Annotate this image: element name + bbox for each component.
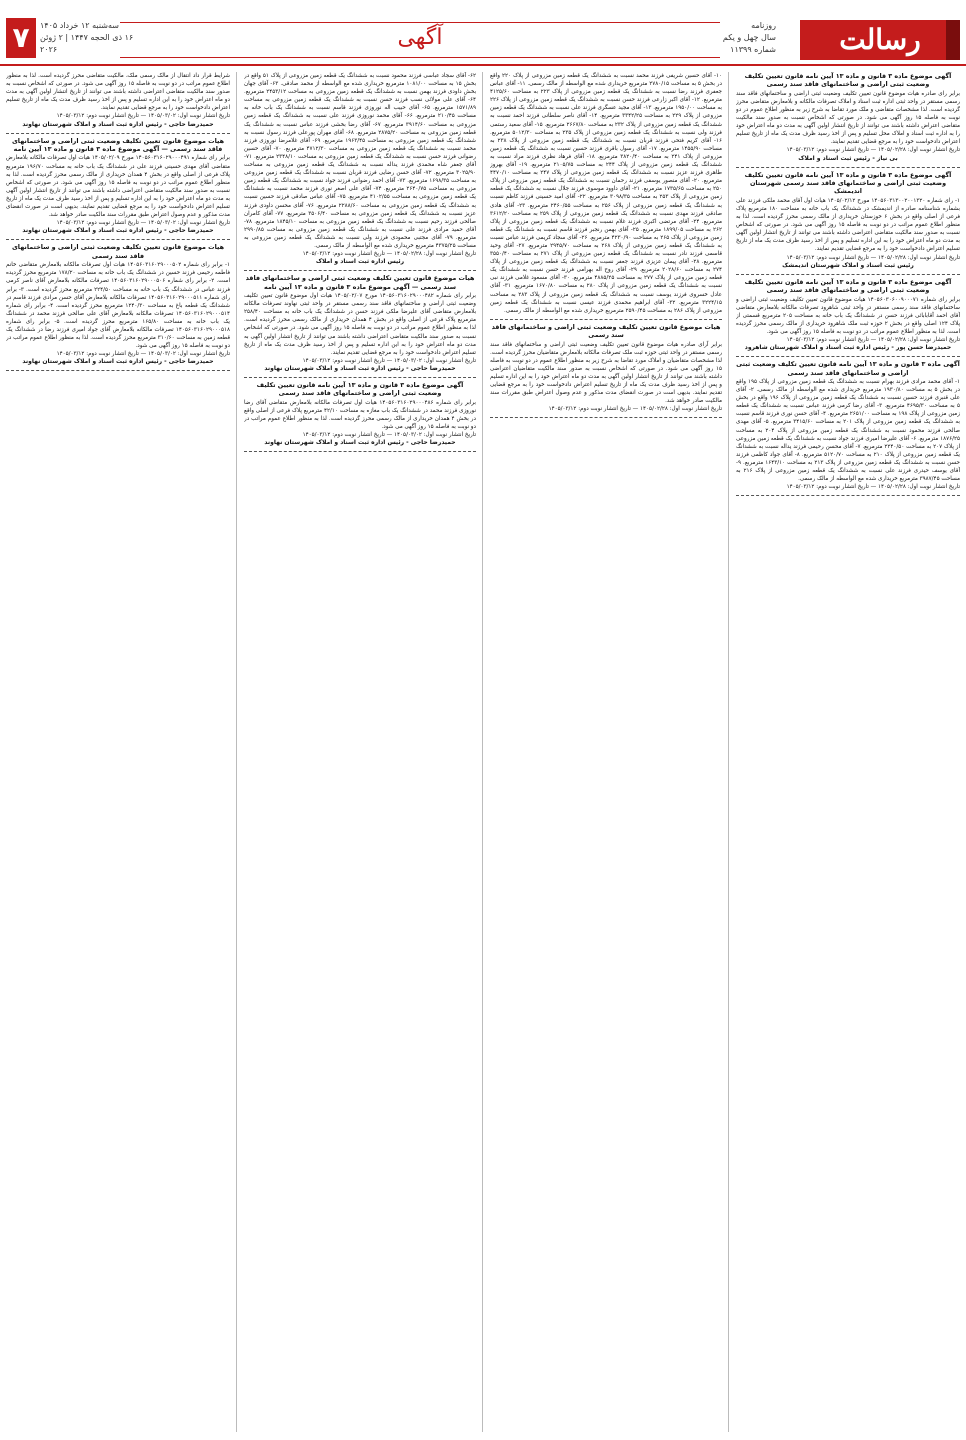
column-divider: [236, 72, 237, 1432]
date-line: سه‌شنبه ۱۲ خرداد ۱۴۰۵: [40, 21, 119, 30]
notice-separator: [736, 356, 960, 357]
notice-separator: [736, 495, 960, 496]
notice-separator: [736, 274, 960, 275]
notice-title: هیات موضوع قانون تعیین تکلیف وضعیت ثبتی اراضی و ساختمانهای فاقد سند رسمی — آگهی موضوع ماده ۳ قانون و ماده ۱۳ آیین نامه: [245, 274, 475, 291]
notice-date: تاریخ انتشار نوبت اول: ۱۴۰۵/۰۲/۲۸ — تاریخ انتشار نوبت دوم: ۱۴۰۵/۰۳/۱۲: [786, 337, 960, 343]
notice-separator: [6, 370, 230, 371]
issue-meta: [716, 20, 776, 56]
masthead-logo: رسالت: [800, 20, 960, 60]
page-number: ۷: [6, 18, 36, 58]
notice-body: برابر رای شماره ۱۴۰۵۶۰۳۱۶۰۲۹۰۰۰۴۸۶ هیات اول تصرفات مالکانه بلامعارض متقاضی آقای رضا نوروزی فرزند محمد در ششدانگ یک باب مغازه به مساحت ۴۲/۱۰ مترمربع پلاک فرعی از اصلی واقع در بخش ۴ همدان خریداری از مالک رسمی محرز گردیده است. لذا به منظور اطلاع عموم مراتب در دو نوبت به فاصله ۱۵ روز آگهی می شود.: [244, 399, 476, 431]
notice-signature: حمیدرضا حاجی - رئیس اداره ثبت اسناد و املاک شهرستان نهاوند: [22, 227, 214, 235]
notice-signature: حمیدرضا حاجی - رئیس اداره ثبت اسناد و املاک شهرستان نهاوند: [22, 120, 214, 128]
notice-signature: رئیس ثبت اسناد و املاک شهرستان اندیمشک: [782, 261, 914, 269]
notice-signature: بی نیاز - رئیس ثبت اسناد و املاک: [798, 154, 898, 162]
notice-title: هیات موضوع قانون تعیین تکلیف وضعیت ثبتی اراضی و ساختمانهای فاقد سند رسمی — آگهی موضوع ماده ۳ قانون و ماده ۱۳ آیین نامه: [11, 136, 225, 154]
notice-separator: [490, 417, 722, 418]
legal-notice: [736, 360, 960, 491]
notice-date: تاریخ انتشار نوبت اول: ۱۴۰۵/۰۳/۰۲ — تاریخ انتشار نوبت دوم: ۱۴۰۵/۰۳/۱۲: [56, 220, 230, 227]
notice-title: هیات موضوع قانون تعیین تکلیف وضعیت ثبتی اراضی و ساختمانهای فاقد سند رسمی: [491, 322, 721, 340]
notice-separator: [244, 377, 476, 378]
notice-title: آگهی موضوع ماده ۳ قانون و ماده ۱۳ آیین نامه قانون تعیین تکلیف وضعیت ثبتی اراضی و ساختمانهای فاقد سند رسمی: [256, 381, 464, 398]
notice-date: تاریخ انتشار نوبت اول: ۱۴۰۵/۰۳/۰۲ — تاریخ انتشار نوبت دوم: ۱۴۰۵/۰۳/۱۲: [302, 357, 476, 364]
notice-body: برابر رای شماره ۱۴۰۵۶۰۳۱۶۰۲۹۰۰۰۴۸۲ مورخ ۱۴۰۵/۰۲/۰۷ هیات اول موضوع قانون تعیین تکلیف وضعیت ثبتی اراضی و ساختمانهای فاقد سند رسمی مستقر در واحد ثبتی نهاوند تصرفات مالکانه بلامعارض متقاضی آقای علیرضا ملکی فرزند حسن در ششدانگ یک باب خانه به مساحت ۲۵۸/۴۰ مترمربع پلاک فرعی از اصلی واقع در بخش ۴ همدان خریداری از مالک رسمی محرز گردیده است. لذا به منظور اطلاع عموم مراتب در دو نوبت به فاصله ۱۵ روز آگهی می شود. در صورتی که اشخاص نسبت به صدور سند مالکیت متقاضی اعتراضی داشته باشند می توانند از تاریخ انتشار اولین آگهی به مدت دو ماه اعتراض خود را به این اداره تسلیم و پس از اخذ رسید ظرف مدت یک ماه از تاریخ تسلیم اعتراض دادخواست خود را به مرجع قضایی تقدیم نمایند.: [244, 293, 476, 356]
notice-signature: حمیدرضا حاجی - رئیس اداره ثبت اسناد و املاک شهرستان نهاوند: [264, 364, 456, 372]
legal-notice: [490, 323, 722, 414]
notice-separator: [6, 239, 230, 240]
notice-separator: [6, 133, 230, 134]
notice-body: برابر آرای صادره هیات موضوع قانون تعیین تکلیف وضعیت ثبتی اراضی و ساختمانهای فاقد سند رسمی مستقر در واحد ثبتی حوزه ثبت ملک تصرفات مالکانه بلامعارض متقاضیان محرز گردیده است. لذا مشخصات متقاضیان و املاک مورد تقاضا به شرح زیر به منظور اطلاع عموم در دو نوبت به فاصله ۱۵ روز آگهی می شود. در صورتی که اشخاص نسبت به صدور سند مالکیت متقاضیان اعتراضی داشته باشند می توانند از تاریخ انتشار اولین آگهی به مدت دو ماه اعتراض خود را به این اداره تسلیم و پس از اخذ رسید ظرف مدت یک ماه از تاریخ تسلیم اعتراض دادخواست خود را به مرجع قضایی تقدیم نمایند. بدیهی است در صورت انقضای مدت مذکور و عدم وصول اعتراض طبق مقررات سند مالکیت صادر خواهد شد.: [490, 341, 722, 405]
notice-date: تاریخ انتشار نوبت اول: ۱۴۰۵/۰۳/۰۲ — تاریخ انتشار نوبت دوم: ۱۴۰۵/۰۳/۱۲: [302, 432, 476, 439]
notice-signature: حمیدرضا حاجی - رئیس اداره ثبت اسناد و املاک شهرستان نهاوند: [264, 439, 456, 447]
notice-date: تاریخ انتشار نوبت اول: ۱۴۰۵/۰۲/۲۸ — تاریخ انتشار نوبت دوم: ۱۴۰۵/۰۳/۱۲: [786, 254, 960, 261]
notice-date: تاریخ انتشار نوبت اول: ۱۴۰۵/۰۲/۲۸ — تاریخ انتشار نوبت دوم: ۱۴۰۵/۰۳/۱۲: [302, 251, 476, 258]
notice-body: ۱- برابر رای شماره ۱۴۰۵۶۰۳۱۶۰۲۹۰۰۰۵۰۲ هیات اول تصرفات مالکانه بلامعارض متقاضی خانم فاطمه رحیمی فرزند حسین در ششدانگ یک باب خانه به مساحت ۱۷۸/۲۰ مترمربع محرز گردیده است. ۲- برابر رای شماره ۱۴۰۵۶۰۳۱۶۰۲۹۰۰۰۵۰۶ تصرفات مالکانه بلامعارض آقای ناصر کرمی فرزند عباس در ششدانگ یک باب خانه به مساحت ۲۲۴/۵۰ مترمربع محرز گردیده است. ۳- برابر رای شماره ۱۴۰۵۶۰۳۱۶۰۲۹۰۰۰۵۱۱ تصرفات مالکانه بلامعارض آقای حسن مرادی فرزند قاسم در ششدانگ یک قطعه باغ به مساحت ۱۲۴۰/۳۰ مترمربع محرز گردیده است. ۴- برابر رای شماره ۱۴۰۵۶۰۳۱۶۰۲۹۰۰۰۵۱۴ تصرفات مالکانه بلامعارض آقای علی صالحی فرزند محمد در ششدانگ یک باب خانه به مساحت ۱۶۵/۸۰ مترمربع محرز گردیده است. ۵- برابر رای شماره ۱۴۰۵۶۰۳۱۶۰۲۹۰۰۰۵۱۸ تصرفات مالکانه بلامعارض آقای جواد امیری فرزند رضا در ششدانگ یک قطعه زمین به مساحت ۳۱۰/۶۰ مترمربع محرز گردیده است. لذا به منظور اطلاع عموم مراتب در دو نوبت به فاصله ۱۵ روز آگهی می شود.: [6, 262, 230, 350]
issue-line: سال چهل و یکم: [722, 33, 776, 42]
notice-title: آگهی موضوع ماده ۳ قانون و ماده ۱۳ آیین نامه قانون تعیین تکلیف وضعیت ثبتی اراضی و ساختمانهای فاقد سند رسمی: [744, 277, 952, 295]
notice-separator: [736, 167, 960, 168]
masthead: [780, 20, 960, 60]
date-block: [40, 20, 140, 56]
notice-date: تاریخ انتشار نوبت اول: ۱۴۰۵/۰۳/۰۲ — تاریخ انتشار نوبت دوم: ۱۴۰۵/۰۳/۱۲: [56, 113, 230, 120]
column-divider: [728, 72, 729, 1432]
notice-body: شرایط قرار داد انتقال از مالک رسمی ملک، مالکیت متقاضی محرز گردیده است. لذا به منظور اطلاع عموم مراتب در دو نوبت به فاصله ۱۵ روز آگهی می شود. در صورتی که اشخاص نسبت به صدور سند مالکیت متقاضی اعتراضی داشته باشند می توانند از تاریخ انتشار اولین آگهی به مدت دو ماه اعتراض خود را به این اداره تسلیم و پس از اخذ رسید ظرف مدت یک ماه از تاریخ تسلیم اعتراض دادخواست خود را به مرجع قضایی تقدیم نمایند.: [6, 73, 230, 112]
legal-notice: [736, 72, 960, 163]
date-line: ۱۶ ذی الحجه ۱۴۴۷ | ۲ ژوئن ۲۰۲۶: [40, 33, 134, 54]
legal-notice: [6, 243, 230, 366]
column-4: [6, 72, 230, 1432]
notice-body: ۱۰- آقای حسین شریفی فرزند محمد نسبت به ششدانگ یک قطعه زمین مزروعی از پلاک ۲۲۰ واقع در بخش ۵ به مساحت ۲۷۸۰/۱۵ مترمربع خریداری شده مع الواسطه از مالک رسمی. ۱۱- آقای عباس جعفری فرزند رضا نسبت به ششدانگ یک قطعه زمین مزروعی از پلاک ۲۲۳ به مساحت ۴۱۲۵/۶۰ مترمربع. ۱۲- آقای اکبر زارعی فرزند حسن نسبت به ششدانگ یک قطعه زمین مزروعی از پلاک ۲۲۶ به مساحت ۱۹۵۰/۰۰ مترمربع. ۱۳- آقای مجید عسگری فرزند علی نسبت به ششدانگ یک قطعه زمین مزروعی از پلاک ۲۲۹ به مساحت ۳۳۴۲/۲۵ مترمربع. ۱۴- آقای ناصر سلطانی فرزند احمد نسبت به ششدانگ یک قطعه زمین مزروعی از پلاک ۲۳۲ به مساحت ۲۶۶۷/۸۰ مترمربع. ۱۵- آقای سعید رستمی فرزند ولی نسبت به ششدانگ یک قطعه زمین مزروعی از پلاک ۲۳۵ به مساحت ۵۰۱۲/۳۰ مترمربع. ۱۶- آقای کریم فتحی فرزند قربان نسبت به ششدانگ یک قطعه زمین مزروعی از پلاک ۲۳۸ به مساحت ۱۴۵۵/۹۰ مترمربع. ۱۷- آقای رسول باقری فرزند حسین نسبت به ششدانگ یک قطعه زمین مزروعی از پلاک ۲۴۱ به مساحت ۳۸۲۰/۴۰ مترمربع. ۱۸- آقای فرهاد نظری فرزند مراد نسبت به ششدانگ یک قطعه زمین مزروعی از پلاک ۲۴۴ به مساحت ۲۱۰۵/۷۵ مترمربع. ۱۹- آقای بهروز طاهری فرزند عزیز نسبت به ششدانگ یک قطعه زمین مزروعی از پلاک ۲۴۷ به مساحت ۴۴۷۰/۱۰ مترمربع. ۲۰- آقای منصور یوسفی فرزند رحمان نسبت به ششدانگ یک قطعه زمین مزروعی از پلاک ۲۵۰ به مساحت ۱۷۳۵/۶۵ مترمربع. ۲۱- آقای داوود موسوی فرزند جلال نسبت به ششدانگ یک قطعه زمین مزروعی از پلاک ۲۵۳ به مساحت ۳۰۹۸/۳۵ مترمربع. ۲۲- آقای امید حسینی فرزند کاظم نسبت به ششدانگ یک قطعه زمین مزروعی از پلاک ۲۵۶ به مساحت ۲۴۶۰/۵۵ مترمربع. ۲۳- آقای هادی صادقی فرزند مهدی نسبت به ششدانگ یک قطعه زمین مزروعی از پلاک ۲۵۹ به مساحت ۳۶۱۲/۲۰ مترمربع. ۲۴- آقای مرتضی اکبری فرزند غلام نسبت به ششدانگ یک قطعه زمین مزروعی از پلاک ۲۶۲ به مساحت ۱۸۹۹/۰۵ مترمربع. ۲۵- آقای بهمن رنجبر فرزند قاسم نسبت به ششدانگ یک قطعه زمین مزروعی از پلاک ۲۶۵ به مساحت ۴۲۳۰/۹۰ مترمربع. ۲۶- آقای سجاد کریمی فرزند عباس نسبت به ششدانگ یک قطعه زمین مزروعی از پلاک ۲۶۸ به مساحت ۲۹۴۵/۷۰ مترمربع. ۲۷- آقای وحید قاسمی فرزند نادر نسبت به ششدانگ یک قطعه زمین مزروعی از پلاک ۲۷۱ به مساحت ۳۵۵۰/۴۰ مترمربع. ۲۸- آقای پیمان عزیزی فرزند جعفر نسبت به ششدانگ یک قطعه زمین مزروعی از پلاک ۲۷۴ به مساحت ۲۰۲۸/۶۰ مترمربع. ۲۹- آقای روح اله بهرامی فرزند حسن نسبت به ششدانگ یک قطعه زمین مزروعی از پلاک ۲۷۷ به مساحت ۴۸۸۵/۲۵ مترمربع. ۳۰- آقای مسعود غلامی فرزند نبی نسبت به ششدانگ یک قطعه زمین مزروعی از پلاک ۲۸۰ به مساحت ۱۶۷۰/۸۰ مترمربع. ۳۱- آقای عادل خسروی فرزند یوسف نسبت به ششدانگ یک قطعه زمین مزروعی از پلاک ۲۸۳ به مساحت ۳۲۲۴/۱۵ مترمربع. ۳۲- آقای ابراهیم محمدی فرزند عیسی نسبت به ششدانگ یک قطعه زمین مزروعی از پلاک ۲۸۶ به مساحت ۲۵۹۰/۴۵ مترمربع خریداری شده مع الواسطه از مالک رسمی.: [490, 73, 722, 314]
notice-body: برابر رای شماره ۱۴۰۵۶۰۳۱۶۰۲۹۰۰۰۴۹۱ مورخ ۱۴۰۵/۰۲/۰۹ هیات اول تصرفات مالکانه بلامعارض متقاضی آقای مهدی حسینی فرزند علی در ششدانگ یک باب خانه به مساحت ۱۹۶/۷۰ مترمربع پلاک فرعی از اصلی واقع در بخش ۴ همدان خریداری از مالک رسمی محرز گردیده است. لذا به منظور اطلاع عموم مراتب در دو نوبت به فاصله ۱۵ روز آگهی می شود. در صورتی که اشخاص نسبت به صدور سند مالکیت متقاضی اعتراضی داشته باشند می توانند از تاریخ انتشار اولین آگهی به مدت دو ماه اعتراض خود را به این اداره تسلیم و پس از اخذ رسید ظرف مدت یک ماه از تاریخ تسلیم اعتراض دادخواست خود را به مرجع قضایی تقدیم نمایند. بدیهی است در صورت انقضای مدت مذکور و عدم وصول اعتراض طبق مقررات سند مالکیت صادر خواهد شد.: [6, 155, 230, 219]
legal-notice: [6, 72, 230, 129]
issue-line: روزنامه: [751, 21, 776, 30]
issue-line: شماره ۱۱۳۹۹: [730, 45, 776, 54]
column-3: [244, 72, 476, 1432]
notice-title: آگهی موضوع ماده ۳ قانون و ماده ۱۳ آیین نامه قانون تعیین تکلیف وضعیت ثبتی اراضی و ساختمانهای فاقد سند رسمی: [744, 72, 952, 89]
legal-notice: [244, 274, 476, 373]
notice-separator: [244, 270, 476, 271]
legal-notice: [490, 72, 722, 315]
notice-title: آگهی ماده ۳ قانون و ماده ۱۳ آیین نامه قانون تعیین تکلیف وضعیت ثبتی اراضی و ساختمانهای فاقد سند رسمی: [736, 360, 960, 377]
legal-notice: [244, 72, 476, 266]
notice-body: ۶۲- آقای سجاد عباسی فرزند محمود نسبت به ششدانگ یک قطعه زمین مزروعی از پلاک ۵۱ واقع در بخش ۱۵ به مساحت ۱۰۸۱/۰۰ مترمربع خریداری شده مع الواسطه از محمد صادقی. ۶۳- آقای جهان بخش داودی فرزند بهمن نسبت به ششدانگ یک قطعه زمین مزروعی به مساحت ۲۴۵۳/۱۲ مترمربع. ۶۴- آقای علی مولائی نسب فرزند حسن نسبت به ششدانگ یک قطعه زمین مزروعی به مساحت ۱۵۷۱/۸۹ مترمربع. ۶۵- آقای حبیب اله نوروزی فرزند قاسم نسبت به ششدانگ یک باب خانه به مساحت ۲۱۰/۴۵ مترمربع. ۶۶- آقای محمد نوروزی فرزند علی نسبت به ششدانگ یک قطعه زمین مزروعی به مساحت ۳۹۱۴/۶۰ مترمربع. ۶۷- آقای رضا بخشی فرزند عباس نسبت به ششدانگ یک قطعه زمین مزروعی به مساحت ۲۸۷۵/۲۰ مترمربع. ۶۸- آقای مهران پورعلی فرزند رسول نسبت به ششدانگ یک قطعه زمین مزروعی به مساحت ۱۹۶۳/۴۵ مترمربع. ۶۹- آقای غلامرضا نوروزی فرزند محمد نسبت به ششدانگ یک قطعه زمین مزروعی به مساحت ۴۷۱۲/۳۰ مترمربع. ۷۰- آقای حسین رضوانی فرزند حسن نسبت به ششدانگ یک قطعه زمین مزروعی به مساحت ۲۳۴۸/۱۰ مترمربع. ۷۱- آقای جعفر شاه محمدی فرزند یداله نسبت به ششدانگ یک قطعه زمین مزروعی به مساحت ۳۰۲۵/۹۰ مترمربع. ۷۲- آقای حسن رضایی فرزند قربان نسبت به ششدانگ یک قطعه زمین مزروعی به مساحت ۱۶۹۸/۳۵ مترمربع. ۷۳- آقای احمد رضوانی فرزند جواد نسبت به ششدانگ یک قطعه زمین مزروعی به مساحت ۲۶۴۰/۷۵ مترمربع. ۷۴- آقای علی اصغر نوری فرزند محمد نسبت به ششدانگ یک قطعه زمین مزروعی به مساحت ۴۱۰۲/۵۵ مترمربع. ۷۵- آقای عباس صادقی فرزند حسین نسبت به ششدانگ یک قطعه زمین مزروعی به مساحت ۲۲۸۸/۶۰ مترمربع. ۷۶- آقای محسن داودی فرزند عزیز نسبت به ششدانگ یک قطعه زمین مزروعی به مساحت ۳۵۰۶/۴۰ مترمربع. ۷۷- آقای کامران صالحی فرزند رحیم نسبت به ششدانگ یک قطعه زمین مزروعی به مساحت ۱۸۴۵/۱۰ مترمربع. ۷۸- آقای حمید مرادی فرزند علی نسبت به ششدانگ یک قطعه زمین مزروعی به مساحت ۲۹۹۰/۸۵ مترمربع. ۷۹- آقای مجتبی محمودی فرزند ولی نسبت به ششدانگ یک قطعه زمین مزروعی به مساحت ۴۳۷۵/۲۵ مترمربع خریداری شده مع الواسطه از مالک رسمی.: [244, 73, 476, 249]
column-divider: [482, 72, 483, 1432]
notice-body: ۱- آقای محمد مرادی فرزند بهرام نسبت به ششدانگ یک قطعه زمین مزروعی از پلاک ۱۹۵ واقع در بخش ۵ به مساحت ۱۹۳۰/۸۰ مترمربع خریداری شده مع الواسطه از مالک رسمی. ۲- آقای علی قنبری فرزند حسین نسبت به ششدانگ یک قطعه زمین مزروعی از پلاک ۱۹۶ واقع در بخش ۵ به مساحت ۴۶۹۵/۳۰ مترمربع. ۳- آقای رضا کرمی فرزند عباس نسبت به ششدانگ یک قطعه زمین مزروعی از پلاک ۱۹۸ به مساحت ۲۶۵۱/۰۰ مترمربع. ۴- آقای حسن نوری فرزند قاسم نسبت به ششدانگ یک قطعه زمین مزروعی از پلاک ۲۰۱ به مساحت ۳۴۱۵/۶۰ مترمربع. ۵- آقای مهدی صالحی فرزند محمود نسبت به ششدانگ یک قطعه زمین مزروعی از پلاک ۲۰۴ به مساحت ۱۸۷۶/۲۵ مترمربع. ۶- آقای علیرضا امیری فرزند جواد نسبت به ششدانگ یک قطعه زمین مزروعی از پلاک ۲۰۷ به مساحت ۲۲۴۰/۵۰ مترمربع. ۷- آقای محسن رحیمی فرزند یداله نسبت به ششدانگ یک قطعه زمین مزروعی از پلاک ۲۱۰ به مساحت ۵۱۲۰/۷۰ مترمربع. ۸- آقای جواد کاظمی فرزند حسن نسبت به ششدانگ یک قطعه زمین مزروعی از پلاک ۲۱۳ به مساحت ۱۶۴۳/۱۰ مترمربع. ۹- آقای یوسف حیدری فرزند علی نسبت به ششدانگ یک قطعه زمین مزروعی از پلاک ۲۱۶ به مساحت ۳۹۸۷/۴۵ مترمربع خریداری شده مع الواسطه از مالک رسمی.: [736, 379, 960, 483]
notice-date: تاریخ انتشار نوبت اول: ۱۴۰۵/۰۲/۲۸ — تاریخ انتشار نوبت دوم: ۱۴۰۵/۰۳/۱۲: [786, 147, 960, 154]
notice-body: ۱- رای شماره ۱۴۰۵۶۰۳۱۳۰۰۲۰۰۱۳۲۰ مورخ ۱۴۰۵/۰۲/۱۲ هیات اول آقای محمد ملکی فرزند علی بشماره شناسنامه صادره از اندیمشک در ششدانگ یک باب خانه به مساحت ۱۸۰ مترمربع پلاک فرعی از اصلی واقع در بخش ۶ خوزستان خریداری از مالک رسمی محرز گردیده است. لذا به منظور اطلاع عموم مراتب در دو نوبت به فاصله ۱۵ روز آگهی می شود. در صورتی که اشخاص نسبت به صدور سند مالکیت متقاضی اعتراضی داشته باشند می توانند از تاریخ انتشار اولین آگهی به مدت دو ماه اعتراض خود را به این اداره تسلیم و پس از اخذ رسید ظرف مدت یک ماه از تاریخ تسلیم اعتراض دادخواست خود را به مرجع قضایی تقدیم نمایند.: [736, 197, 960, 253]
notice-signature: رئیس اداره ثبت اسناد و املاک: [315, 258, 405, 266]
notice-title: هیات موضوع قانون تعیین تکلیف وضعیت ثبتی اراضی و ساختمانهای فاقد سند رسمی: [11, 243, 225, 260]
notice-signature: حمیدرضا حاجی - رئیس اداره ثبت اسناد و املاک شهرستان نهاوند: [22, 358, 214, 366]
notice-separator: [244, 451, 476, 452]
notice-date: تاریخ انتشار نوبت اول: ۱۴۰۵/۰۲/۲۸ — تاریخ انتشار نوبت دوم: ۱۴۰۵/۰۳/۱۲: [548, 406, 722, 413]
section-band: [120, 22, 720, 58]
notice-body: برابر رای صادره هیات موضوع قانون تعیین تکلیف وضعیت ثبتی اراضی و ساختمانهای فاقد سند رسمی مستقر در واحد ثبتی اداره ثبت اسناد و املاک تصرفات مالکانه و بلامعارض متقاضی محرز گردیده است. لذا مشخصات متقاضی و ملک مورد تقاضا به شرح زیر به منظور اطلاع عموم در دو نوبت به فاصله ۱۵ روز آگهی می شود. در صورتی که اشخاص نسبت به صدور سند مالکیت متقاضی اعتراض داشته باشند می توانند از تاریخ انتشار اولین آگهی به مدت دو ماه اعتراض خود را به اداره ثبت اسناد و املاک محل تسلیم و پس از اخذ رسید ظرف مدت یک ماه از تاریخ تسلیم اعتراض دادخواست خود را به مرجع قضایی تقدیم نمایند.: [736, 90, 960, 146]
column-1: [736, 72, 960, 1432]
page-header: [0, 0, 966, 66]
notice-title: آگهی موضوع ماده ۳ قانون و ماده ۱۳ آیین نامه قانون تعیین تکلیف وضعیت ثبتی اراضی و ساختمانهای فاقد سند رسمی شهرستان اندیمشک: [744, 170, 952, 196]
legal-notice: [736, 171, 960, 270]
notice-date: تاریخ انتشار نوبت اول: ۱۴۰۵/۰۳/۰۲ — تاریخ انتشار نوبت دوم: ۱۴۰۵/۰۳/۱۲: [56, 351, 230, 358]
notice-separator: [490, 319, 722, 320]
masthead-accent: [946, 20, 960, 60]
section-title: آگهی: [397, 25, 443, 50]
column-2: [490, 72, 722, 1432]
legal-notice: [244, 381, 476, 447]
notice-body: برابر رای شماره ۱۴۰۵۶۰۳۰۶۰۰۹۰۰۰۷۱ هیات موضوع قانون تعیین تکلیف وضعیت ثبتی اراضی و ساختمانهای فاقد سند رسمی مستقر در واحد ثبتی شاهرود تصرفات مالکانه بلامعارض متقاضی آقای احمد آقابابائی فرزند حسن در ششدانگ یک باب خانه به مساحت ۲۰۵ مترمربع قسمتی از پلاک ۱۲۴ اصلی واقع در بخش ۲ حوزه ثبت ملک شاهرود خریداری از مالک رسمی محرز گردیده است. لذا به منظور اطلاع عموم مراتب در دو نوبت به فاصله ۱۵ روز آگهی می شود.: [736, 296, 960, 335]
legal-notice: [6, 137, 230, 236]
notice-signature: حمیدرضا حسن پور - رئیس اداره ثبت اسناد و املاک شهرستان شاهرود: [744, 344, 952, 352]
notice-date: تاریخ انتشار نوبت اول: ۱۴۰۵/۰۲/۲۸ — تاریخ انتشار نوبت دوم: ۱۴۰۵/۰۳/۱۲: [786, 484, 960, 491]
legal-notice: [736, 278, 960, 352]
